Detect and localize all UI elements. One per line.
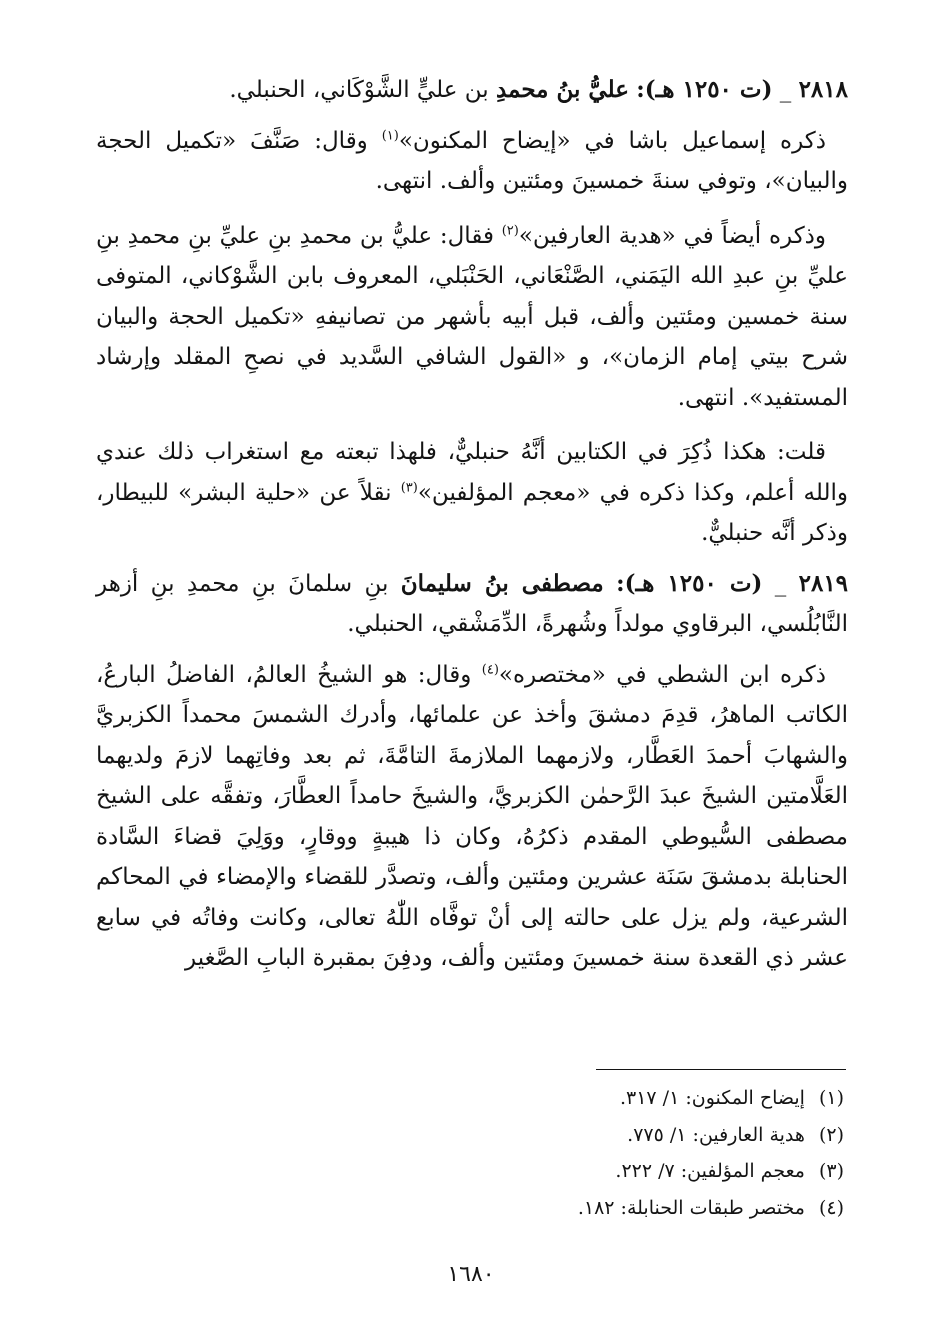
paragraph-1-text-b: وقال: صَنَّفَ «تكميل الحجة والبيان»، وتوفي سنةَ خمسينَ ومئتين وألف. انتهى. xyxy=(96,127,848,194)
entry-dash: _ xyxy=(772,77,799,103)
footnote-number: (١) xyxy=(818,1087,844,1109)
footnote-ref-2: (٢) xyxy=(501,222,519,238)
footnote-4 xyxy=(144,1190,844,1227)
paragraph-4-text-b: وقال: هو الشيخُ العالمُ، الفاضلُ البارعُ، الكاتب الماهرُ، قدِمَ دمشقَ وأخذ عن علمائها، وأدرك الشمسَ محمداً الكزبريَّ والشهابَ أحمدَ العَطَّار، ولازمهما الملازمةَ التامَّةَ، ثم بعد وفاتِهما لازمَ ولديهما العَلَّامتين الشيخَ عبدَ الرَّحمٰن الكزبريَّ، والشيخَ حامداً العطَّارَ، وتفقَّه على الشيخ مصطفى السُّيوطي المقدم ذكرُهُ، وكان ذا هيبةٍ ووقارٍ، ووَلِيَ قضاءَ السَّادة الحنابلة بدمشقَ سَنَة عشرين ومئتين وألف، وتصدَّر للقضاء والإمضاء في المحاكم الشرعية، ولم يزل على حالته إلى أنْ توفَّاه اللّٰهُ تعالى، وكانت وفاتُه في سابع عشر ذي القعدة سنة خمسينَ ومئتين وألف، ودفِنَ بمقبرة البابِ الصَّغير xyxy=(96,661,848,971)
paragraph-3-text-b: نقلاً عن «حلية البشر» للبيطار، وذكر أنَّه حنبليٌّ. xyxy=(96,479,848,546)
entry-name: عليُّ بنُ محمدِ xyxy=(495,76,629,103)
entry-death-date: (ت ١٢٥٠ هـ): xyxy=(636,76,773,103)
footnote-1 xyxy=(144,1080,844,1117)
footnote-number: (٣) xyxy=(818,1160,844,1182)
entry-heading-2818 xyxy=(96,70,848,111)
footnote-text: مختصر طبقات الحنابلة: ١٨٢. xyxy=(577,1196,805,1219)
entry-name-rest: بنِ سلمانَ بنِ محمدِ بنِ أزهر النَّابُلُسي، البرقاوي مولداً وشُهرةً، الدِّمَشْقي، الحنبلي. xyxy=(96,570,848,637)
entry-number: ٢٨١٨ xyxy=(798,76,848,103)
paragraph-2-text-a: وذكره أيضاً في «هدية العارفين» xyxy=(518,222,826,249)
paragraph-2 xyxy=(96,216,848,419)
footnote-text: إيضاح المكنون: ١/ ٣١٧. xyxy=(619,1087,805,1109)
footnote-ref-3: (٣) xyxy=(400,479,418,495)
footnote-text: معجم المؤلفين: ٧/ ٢٢٢. xyxy=(615,1160,805,1182)
footnote-2 xyxy=(144,1117,844,1154)
paragraph-2-text-b: فقال: عليُّ بن محمدِ بنِ عليِّ بنِ محمدِ بنِ عليِّ بنِ عبدِ الله اليَمَني، الصَّنْعَاني، الحَنْبَلي، المعروف بابن الشَّوْكاني، المتوفى سنة خمسين ومئتين وألف، قبل أبيه بأشهر من تصانيفهِ «تكميل الحجة والبيان شرح بيتي إمام الزمان»، و «القول الشافي السَّديد في نصحِ المقلد وإرشاد المستفيد». انتهى. xyxy=(96,222,848,411)
entry-death-date: (ت ١٢٥٠ هـ): xyxy=(616,569,763,597)
footnote-text: هدية العارفين: ١/ ٧٧٥. xyxy=(627,1123,805,1146)
footnote-3 xyxy=(144,1153,844,1190)
paragraph-3-text-a: قلت: هكذا ذُكِرَ في الكتابين أنَّهُ حنبليٌّ، فلهذا تبعته مع استغراب ذلك عندي والله أعلم، وكذا ذكره في «معجم المؤلفين» xyxy=(96,439,848,506)
entry-number: ٢٨١٩ xyxy=(798,569,849,597)
paragraph-4 xyxy=(96,655,848,979)
paragraph-1 xyxy=(96,121,848,202)
main-text xyxy=(96,70,848,993)
footnote-number: (٢) xyxy=(818,1123,844,1146)
paragraph-3 xyxy=(96,432,848,554)
entry-name: مصطفى بنُ سليمانَ xyxy=(400,569,604,597)
page-number: ١٦٨٠ xyxy=(447,1262,495,1287)
footnote-ref-1: (١) xyxy=(381,127,399,143)
entry-heading-2819 xyxy=(96,564,848,645)
entry-name-rest: بن عليٍّ الشَّوْكَاني، الحنبلي. xyxy=(229,77,496,103)
footnote-number: (٤) xyxy=(818,1196,844,1219)
paragraph-4-text-a: ذكره ابن الشطي في «مختصره» xyxy=(498,661,826,688)
entry-dash: _ xyxy=(762,570,799,597)
footnotes xyxy=(144,1080,844,1226)
footnote-divider xyxy=(596,1069,846,1070)
paragraph-1-text-a: ذكره إسماعيل باشا في «إيضاح المكنون» xyxy=(398,127,826,154)
footnote-ref-4: (٤) xyxy=(481,661,499,677)
